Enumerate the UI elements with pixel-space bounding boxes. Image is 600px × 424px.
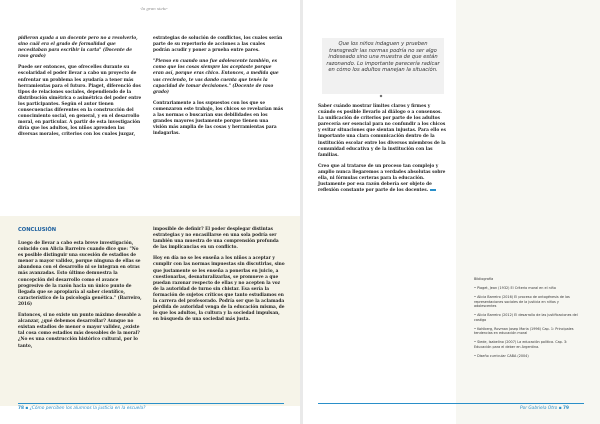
paragraph: pidieron ayuda a un docente pero no a resolverlo, sino cuál era el grado de formalidad que necesitaban para escribir la carta" (Docente de raso grado)	[18, 36, 138, 60]
footer-rule-right	[318, 403, 584, 404]
conclusion-column-1	[18, 241, 144, 355]
quote-paragraph: "Pienso en cuando uno fue adolescente también, es como que los cosas siempre las aceptaste porque eran así, porque eras chico. Entonces, a medida que vas creciendo, te vas dando cuenta que tenés la capacidad de tomar decisiones." (Docente de raso grado)	[153, 59, 279, 95]
page-number: 78	[18, 406, 24, 411]
footer-title: ¿Cómo perciben los alumnos la justicia en la escuela?	[29, 406, 146, 411]
paragraph: Puede ser entonces, que ofrecelles durante su escolaridad el poder llevar a cabo un proyecto de enfrentar un problema les ayudaría a tener más herramientas para el futuro. Piaget, diferenció dos tipos de relaciones sociales, dependiendo de la distribución simétrica o asimétrica del poder entre los participantes. Según el autor tienen consecuencias diferentes en la construcción del conocimiento social, en general, y en el desarrollo moral, en particular. A partir de esta investigación diría que los adultos, los niños aprenden las diversas morales, criterios con los cuales juzgar,	[18, 65, 142, 138]
footer-right	[520, 406, 569, 411]
bibliography-item: • Kohlberg, Rovman Josep Maria (1996) Cap. 1: Principales tendencias en educación moral	[474, 326, 574, 335]
paragraph: Saber cuándo mostrar límites claros y firmes y cuándo es posible llevarlo al diálogo o a consensos. La unificación de criterios por parte de los adultos parecería ser esencial para no confundir a los chicos y evitar situaciones que sientan injustas. Para ello es importante una clara comunicación dentro de la institución escolar entre los diversos miembros de la comunidad educativa y de la institución con las familias.	[318, 104, 446, 158]
bibliography-item: • Diseño curricular CABA (2004)	[474, 353, 529, 358]
bibliography-item: • Piaget, Jean (1932) El Criterio moral en el niño	[474, 286, 556, 290]
paragraph: imposible de definir? El poder desplegar distintas estrategias y no encasillarse en una sola podría ser también una muestra de una comprensión profunda de las implicancias en un conflicto.	[153, 227, 279, 251]
paragraph: Entonces, si no existe un punto máximo deseable a alcanzar, ¿qué debemos desarrollar? Aunque no existan estadios de menor o mayor validez, ¿existe tal cosa como estadios más deseables de la moral? ¿No es una construcción histórico cultural, por lo tanto,	[18, 313, 141, 349]
bibliography-item: • Alicia Barreiro (2016) El proceso de ontogénesis de las representaciones sociales de la justicia en niños y adolescentes	[474, 295, 570, 308]
footer-separator: ▪	[558, 406, 563, 411]
bibliography-item: • Siede, Isabelino (2007) La educación política. Cap. 3: Educación para el deber en Argentina.	[474, 340, 568, 349]
paragraph-text: Creo que al tratarse de un proceso tan complejo y amplio nunca llegaremos a verdades absolutas sobre ella, ni fórmulas certeras para la educación. Justamente por esa razón debería ser objeto de reflexión constante por parte de los docentes.	[318, 163, 446, 194]
right-column-body	[318, 104, 448, 199]
running-head: -la gran siete-	[140, 6, 169, 11]
paragraph: Luego de llevar a cabo esta breve investigación, coincido con Alicia Barreiro cuando dice que: "No es posible distinguir una sucesión de estadios de menor a mayor validez, porque ninguna de ellas se abandona con el desarrollo ni se integran en otras más avanzadas. Esto último demuestra la concepción del desarrollo como el avance progresivo de la razón hacia un único punto de llegada que se apropiaría al saber científico, característico de la psicología genética." (Barreiro, 2016)	[18, 241, 142, 307]
footer-rule-left	[18, 403, 284, 404]
footer-separator: ▪	[25, 406, 30, 411]
footer-author: Por Gabriela Otro	[520, 406, 558, 411]
page-number: 79	[562, 406, 569, 411]
paragraph	[318, 164, 448, 194]
end-mark	[430, 189, 436, 191]
bibliography-item: • Alicia Barreiro (2012) El desarrollo de las justificaciones del castigo	[474, 313, 578, 322]
paragraph: estrategias de solución de conflictos, los cuales serán parte de su repertorio de acciones a las cuales podrán acudir y poner a prueba entre pares.	[153, 36, 283, 54]
paragraph: Contrariamente a los supuestos con los que se comenzaron este trabajo, los chicos se revelarían más a las normas o buscarían sus debilidades en los grandes mayores justamente porque tienen una visión más amplia de las cosas y herramientas para indagarlas.	[153, 100, 283, 137]
paragraph: Hoy en día no se les enseña a los niños a aceptar y cumplir con las normas impuestas sin discutirlas, sino que justamente se les enseña a ponerlas en juicio, a cuestionarlas, desnaturalizarlas, se promueve a que puedan razonar respecto de ellas y no acepten la voz de la autoridad de turno sin chistar. Esa sería la formación de sujetos críticos que tanto estudiamos en la carrera del profesorado. Podría ser que la aclamada pérdida de autoridad venga de la educación misma, de lo que los adultos, la cultura y la sociedad impulsan, en búsqueda de una sociedad más justa.	[153, 256, 285, 323]
conclusion-column-2	[153, 227, 285, 328]
pull-quote: Que los niños indaguen y prueben transgredir las normas podría no ser algo indeseado sino una muestra de que están razonando. Lo importante parecería radicar en cómo los adultos manejan la situación.	[326, 41, 440, 74]
section-title: CONCLUSIÓN	[18, 227, 57, 233]
footer-left	[18, 406, 145, 411]
left-column-2	[153, 36, 283, 142]
bibliography-title: Bibliografía	[474, 277, 494, 281]
bibliography	[474, 277, 578, 363]
left-column-1	[18, 36, 142, 144]
